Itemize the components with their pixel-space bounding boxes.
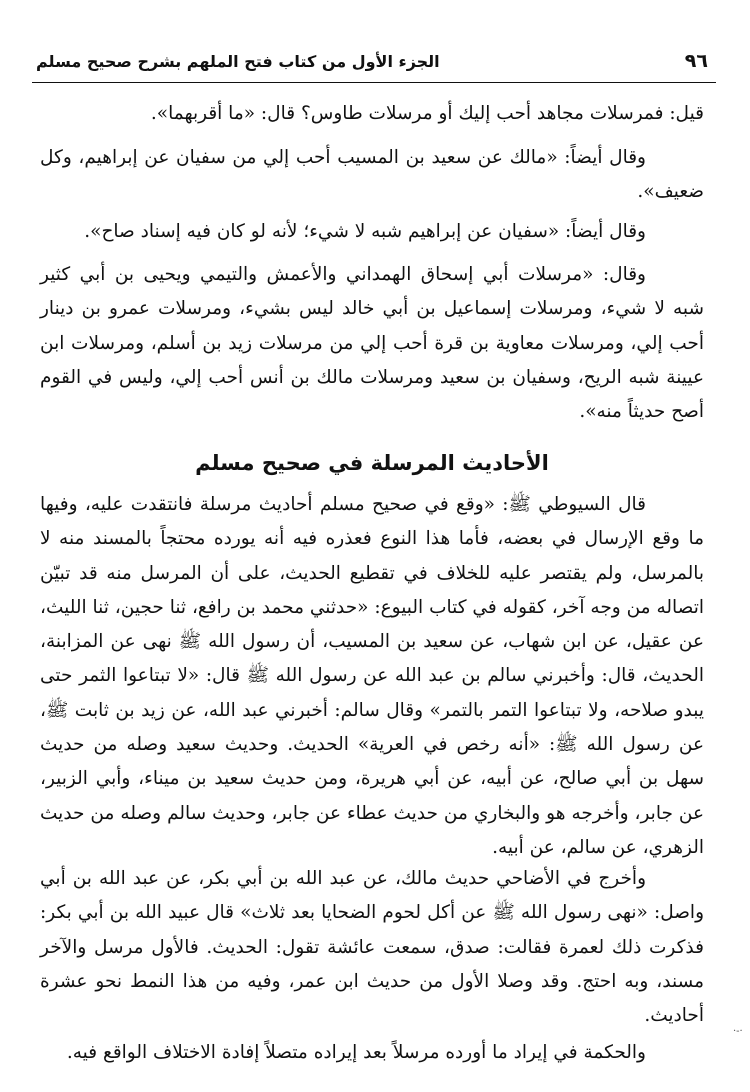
paragraph-mursalat-list: وقال: «مرسلات أبي إسحاق الهمداني والأعمش والتيمي ويحيى بن أبي كثير شبه لا شيء، ومرسلات إسماعيل بن أبي خالد ليس بشيء، ومرسلات عمرو بن دينار أحب إلي، ومرسلات معاوية بن قرة أحب إلي من مرسلات زيد بن أسلم، ومرسلات ابن عيينة شبه الريح، وسفيان بن سعيد ومرسلات مالك بن أنس أحب إلي، وليس في القوم أصح حديثاً منه». — [40, 264, 704, 423]
page-number: ٩٦ — [684, 50, 708, 72]
header-rule — [32, 82, 716, 83]
paragraph-suyuti-quote: قال السيوطي ﷺ: «وقع في صحيح مسلم أحاديث مرسلة فانتقدت عليه، وفيها ما وقع الإرسال في بعضه، فأما هذا النوع فعذره فيه أنه يورده محتجاً بالمسند منه لا بالمرسل، ولم يقتصر عليه للخلاف في تقطيع الحديث، على أن المرسل منه قد تبيّن اتصاله من وجه آخر، كقوله في كتاب البيوع: «حدثني محمد بن رافع، ثنا حجين، ثنا الليث، عن عقيل، عن ابن شهاب، عن سعيد بن المسيب، أن رسول الله ﷺ نهى عن المزابنة، الحديث، قال: وأخبرني سالم بن عبد الله عن رسول الله ﷺ قال: «لا تبتاعوا الثمر حتى يبدو صلاحه، ولا تبتاعوا التمر بالتمر» وقال سالم: أخبرني عبد الله، عن زيد بن ثابت ﷺ، عن رسول الله ﷺ: «أنه رخص في العرية» الحديث. وحديث سعيد وصله من حديث سهل بن أبي صالح، عن أبيه، عن أبي هريرة، ومن حديث سعيد بن ميناء، وأبي الزبير، عن جابر، وأخرجه هو والبخاري من حديث عطاء عن جابر، وحديث سالم وصله من حديث الزهري، عن سالم، عن أبيه. — [40, 494, 704, 858]
running-title: الجزء الأول من كتاب فتح الملهم بشرح صحيح مسلم — [36, 51, 440, 71]
scan-mark: ·-· — [733, 1026, 743, 1037]
paragraph-sufyan-ibrahim: وقال أيضاً: «سفيان عن إبراهيم شبه لا شيء؛ لأنه لو كان فيه إسناد صاح». — [84, 221, 646, 242]
paragraph-mujahid-tawus: قيل: فمرسلات مجاهد أحب إليك أو مرسلات طاوس؟ قال: «ما أقربهما». — [150, 103, 704, 124]
paragraph-adahi: وأخرج في الأضاحي حديث مالك، عن عبد الله بن أبي بكر، عن عبد الله بن أبي واصل: «نهى رسول الله ﷺ عن أكل لحوم الضحايا بعد ثلاث» قال عبيد الله بن أبي بكر: فذكرت ذلك لعمرة فقالت: صدق، سمعت عائشة تقول: الحديث. فالأول مرسل والآخر مسند، وبه احتج. وقد وصلا الأول من حديث ابن عمر، وفيه من هذا النمط نحو عشرة أحاديث. — [40, 868, 704, 1027]
paragraph-malik-sufyan: وقال أيضاً: «مالك عن سعيد بن المسيب أحب إلي من سفيان عن إبراهيم، وكل ضعيف». — [40, 147, 704, 203]
paragraph-hikma: والحكمة في إيراد ما أورده مرسلاً بعد إيراده متصلاً إفادة الاختلاف الواقع فيه. — [66, 1042, 646, 1063]
section-title: الأحاديث المرسلة في صحيح مسلم — [195, 451, 549, 475]
page-header — [36, 44, 708, 78]
